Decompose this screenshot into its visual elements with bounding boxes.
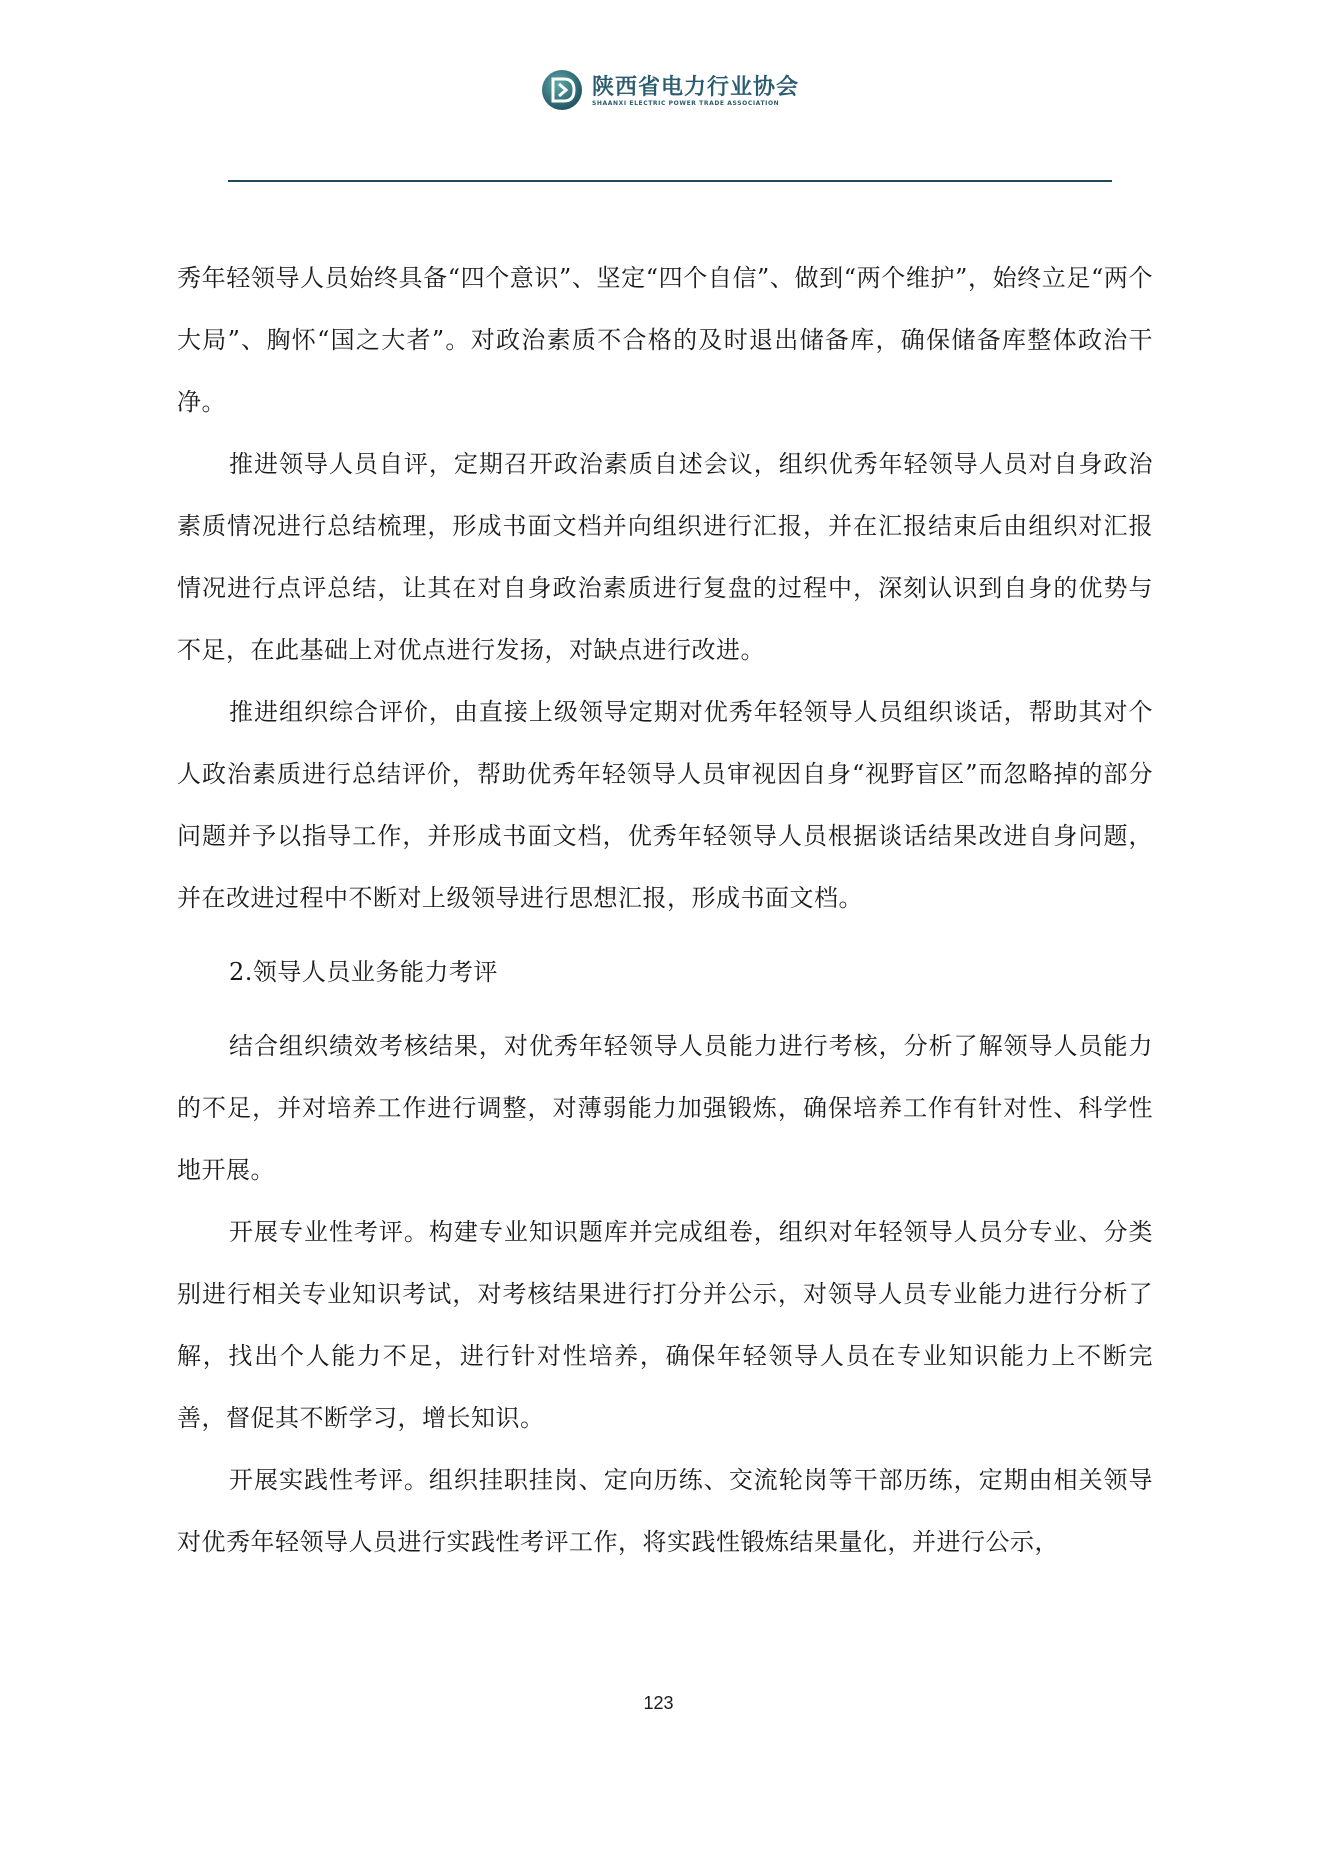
association-name-cn: 陕西省电力行业协会 [592, 75, 800, 100]
association-logo-icon [540, 68, 584, 112]
section-heading: 2.领导人员业务能力考评 [229, 958, 498, 986]
paragraph: 开展专业性考评。构建专业知识题库并完成组卷，组织对年轻领导人员分专业、分类别进行相关专业知识考试，对考核结果进行打分并公示，对领导人员专业能力进行分析了解，找出个人能力不足，进行针对性培养，确保年轻领导人员在专业知识能力上不断完善，督促其不断学习，增长知识。 [177, 1218, 1153, 1432]
header-divider [228, 180, 1112, 182]
document-body [177, 247, 1153, 1573]
paragraph: 开展实践性考评。组织挂职挂岗、定向历练、交流轮岗等干部历练，定期由相关领导对优秀年轻领导人员进行实践性考评工作，将实践性锻炼结果量化，并进行公示， [177, 1466, 1153, 1556]
paragraph: 秀年轻领导人员始终具备“四个意识”、坚定“四个自信”、做到“两个维护”，始终立足“两个大局”、胸怀“国之大者”。对政治素质不合格的及时退出储备库，确保储备库整体政治干净。 [177, 264, 1153, 416]
paragraph: 结合组织绩效考核结果，对优秀年轻领导人员能力进行考核，分析了解领导人员能力的不足，并对培养工作进行调整，对薄弱能力加强锻炼，确保培养工作有针对性、科学性地开展。 [177, 1032, 1153, 1184]
association-logo-text [592, 70, 822, 114]
paragraph: 推进组织综合评价，由直接上级领导定期对优秀年轻领导人员组织谈话，帮助其对个人政治素质进行总结评价，帮助优秀年轻领导人员审视因自身“视野盲区”而忽略掉的部分问题并予以指导工作，并形成书面文档，优秀年轻领导人员根据谈话结果改进自身问题，并在改进过程中不断对上级领导进行思想汇报，形成书面文档。 [177, 698, 1153, 912]
paragraph: 推进领导人员自评，定期召开政治素质自述会议，组织优秀年轻领导人员对自身政治素质情况进行总结梳理，形成书面文档并向组织进行汇报，并在汇报结束后由组织对汇报情况进行点评总结，让其在对自身政治素质进行复盘的过程中，深刻认识到自身的优势与不足，在此基础上对优点进行发扬，对缺点进行改进。 [177, 450, 1153, 664]
page-number: 123 [643, 1693, 674, 1713]
page-header [0, 62, 1317, 122]
association-name-en: SHAANXI ELECTRIC POWER TRADE ASSOCIATION [592, 100, 780, 107]
